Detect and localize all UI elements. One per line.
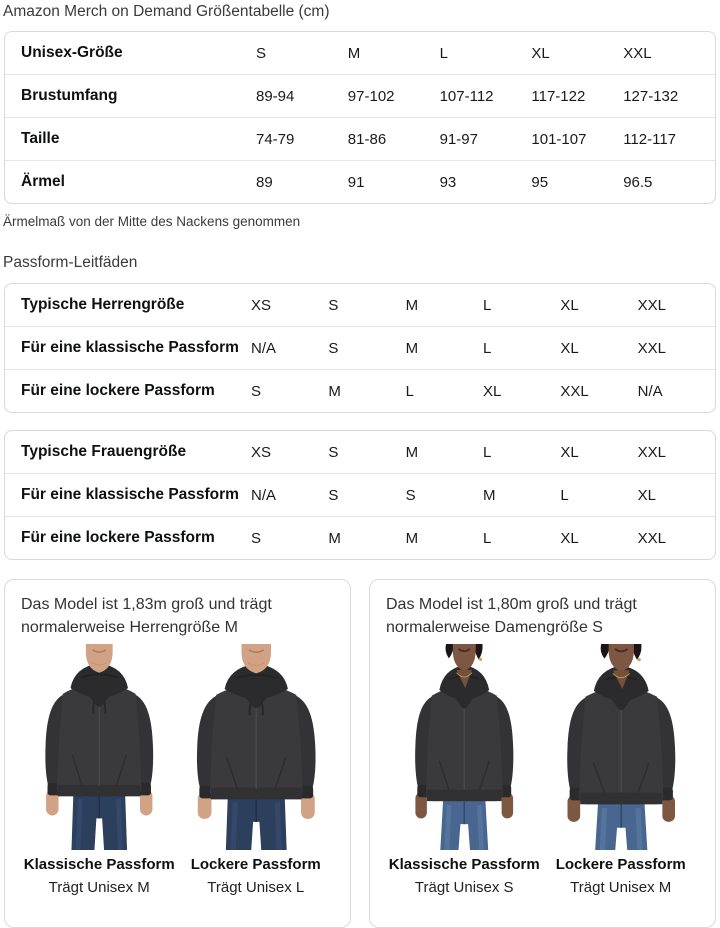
fit-size-value: M [328, 382, 341, 400]
male-classic-fit-figure-image [21, 644, 178, 850]
fit-size-value: L [483, 529, 492, 547]
size-caption: Trägt Unisex M [48, 878, 150, 896]
table-row [5, 117, 715, 160]
model-card-title: Das Model ist 1,80m groß und trägt normalerweise Damengröße S [386, 596, 637, 637]
fit-size-value: L [483, 296, 492, 314]
size-column-header: S [256, 44, 267, 62]
size-column-header: XXL [623, 44, 652, 62]
table-row [5, 431, 715, 473]
measurement-value: 95 [531, 173, 549, 191]
fit-size-value: S [328, 443, 339, 461]
fit-size-value: XL [560, 339, 579, 357]
table-row [5, 516, 715, 559]
fit-table-men [4, 283, 716, 413]
row-label: Taille [21, 130, 60, 147]
fit-size-value: XXL [637, 296, 667, 314]
model-photos [21, 644, 334, 897]
fit-caption: Klassische Passform [388, 856, 540, 874]
size-column-header: XL [531, 44, 550, 62]
table-row [5, 473, 715, 516]
fit-size-value: XL [560, 443, 579, 461]
row-label: Für eine lockere Passform [21, 382, 215, 399]
row-label: Für eine klassische Passform [21, 339, 239, 356]
fit-size-value: XL [560, 529, 579, 547]
sleeve-footnote: Ärmelmaß von der Mitte des Nackens genommen [3, 214, 301, 229]
row-label: Für eine klassische Passform [21, 486, 239, 503]
fit-section-title: Passform-Leitfäden [3, 254, 138, 271]
fit-size-value: XS [251, 443, 272, 461]
fit-size-value: XL [483, 382, 502, 400]
fit-size-value: N/A [637, 382, 663, 400]
fit-size-value: XS [251, 296, 272, 314]
fit-size-value: L [405, 382, 414, 400]
measurement-value: 74-79 [256, 130, 295, 148]
fit-size-value: L [483, 339, 492, 357]
fit-size-value: S [251, 382, 262, 400]
table-row [5, 369, 715, 412]
fit-size-value: L [560, 486, 569, 504]
table-row [5, 284, 715, 326]
fit-size-value: N/A [251, 339, 277, 357]
measurement-value: 89 [256, 173, 273, 191]
fit-caption: Klassische Passform [23, 856, 175, 874]
model-cards-row [4, 579, 716, 928]
size-column-header: L [439, 44, 448, 62]
measurement-value: 97-102 [347, 87, 395, 105]
fit-size-value: N/A [251, 486, 277, 504]
fit-size-value: XL [637, 486, 657, 504]
measurement-value: 91 [347, 173, 365, 191]
fit-size-value: S [328, 486, 339, 504]
table-row [5, 160, 715, 203]
fit-caption: Lockere Passform [190, 856, 321, 874]
fit-size-value: M [405, 529, 419, 547]
measurement-value: 81-86 [347, 130, 387, 148]
fit-size-value: M [483, 486, 496, 504]
model-photo-loose-fit-female [543, 644, 700, 897]
fit-size-value: XXL [637, 443, 667, 461]
fit-size-value: XXL [560, 382, 589, 400]
measurement-value: 107-112 [439, 87, 494, 105]
fit-size-value: S [405, 486, 416, 504]
row-label: Typische Frauengröße [21, 443, 187, 460]
fit-size-value: S [328, 339, 339, 357]
fit-size-value: L [483, 443, 492, 461]
unisex-size-table [4, 31, 716, 204]
fit-size-value: M [405, 443, 419, 461]
model-card-men [4, 579, 351, 928]
row-label: Unisex-Größe [21, 44, 123, 61]
fit-size-value: M [328, 529, 341, 547]
model-card-title: Das Model ist 1,83m groß und trägt normalerweise Herrengröße M [21, 596, 272, 637]
measurement-value: 101-107 [531, 130, 587, 148]
size-caption: Trägt Unisex L [207, 878, 305, 896]
row-label: Typische Herrengröße [21, 296, 185, 313]
row-label: Ärmel [21, 173, 65, 190]
measurement-value: 117-122 [531, 87, 586, 105]
model-photos [386, 644, 699, 897]
model-photo-classic-fit-female [386, 644, 543, 897]
male-loose-fit-figure-image [178, 644, 335, 850]
size-caption: Trägt Unisex S [414, 878, 514, 896]
measurement-value: 112-117 [623, 130, 677, 148]
female-loose-fit-figure-image [543, 644, 700, 850]
measurement-value: 93 [439, 173, 457, 191]
measurement-value: 89-94 [256, 87, 295, 105]
fit-size-value: S [251, 529, 262, 547]
model-photo-classic-fit-male [21, 644, 178, 897]
table-row [5, 32, 715, 74]
fit-size-value: XXL [637, 529, 667, 547]
fit-size-value: M [405, 339, 419, 357]
fit-size-value: M [405, 296, 419, 314]
table-row [5, 326, 715, 369]
size-column-header: M [347, 44, 361, 62]
fit-table-women [4, 430, 716, 560]
fit-size-value: XL [560, 296, 579, 314]
size-caption: Trägt Unisex M [570, 878, 672, 896]
page-title: Amazon Merch on Demand Größentabelle (cm) [3, 3, 330, 20]
measurement-value: 96.5 [623, 173, 653, 191]
fit-size-value: XXL [637, 339, 667, 357]
female-classic-fit-figure-image [386, 644, 543, 850]
model-photo-loose-fit-male [178, 644, 335, 897]
row-label: Brustumfang [21, 87, 118, 104]
fit-size-value: S [328, 296, 339, 314]
table-row [5, 74, 715, 117]
row-label: Für eine lockere Passform [21, 529, 215, 546]
fit-caption: Lockere Passform [555, 856, 686, 874]
measurement-value: 91-97 [439, 130, 478, 148]
measurement-value: 127-132 [623, 87, 679, 105]
model-card-women [369, 579, 716, 928]
